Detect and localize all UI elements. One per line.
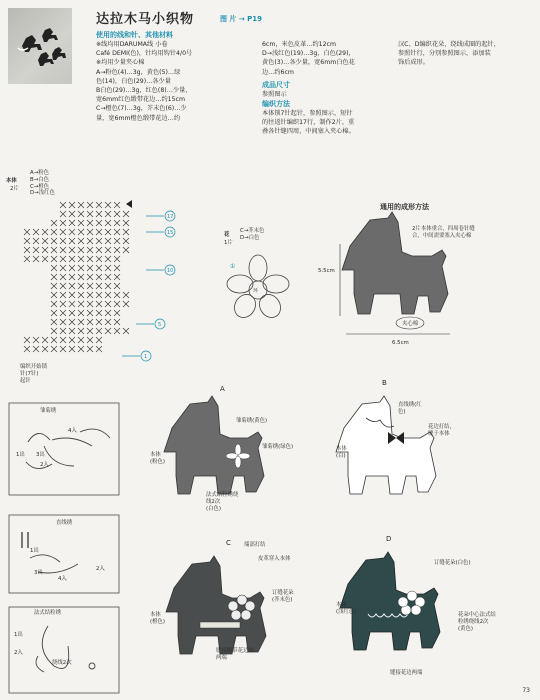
french-knot-stitch-diagram (8, 606, 120, 694)
page-number: 73 (522, 687, 530, 694)
variant-b-note-group: 直线绣(红 色) (398, 402, 422, 415)
flower-diagram (218, 252, 298, 324)
filling-label: 夹心棉 (402, 321, 419, 327)
height-dimension: 5.5cm (318, 268, 335, 274)
width-dimension: 6.5cm (392, 340, 409, 346)
materials-line: 6cm，米色皮革…约12cm (262, 41, 336, 48)
ring-label: 环 (253, 288, 259, 294)
legend-item: B→白色 (30, 176, 49, 183)
materials-line: D→浅红色(19)…3g，白色(29)， (262, 50, 355, 58)
materials-column-3 (398, 40, 500, 68)
variant-c-note-group: 订缝花朵 (芥末色) (272, 590, 294, 603)
body-chart-label: 本体 (6, 178, 17, 184)
stitch-mark: 2入 (40, 462, 49, 468)
variant-d-note: 订缝花朵(白色) (434, 560, 471, 566)
variant-c-body-label: 本体 (橙色) (150, 612, 165, 625)
page-title: 达拉木马小织物 (96, 12, 195, 27)
variant-a-letter: A (220, 385, 225, 393)
materials-column-2 (262, 40, 355, 137)
materials-line: C→橙色(7)…3g，芥末色(6)…少 (96, 105, 187, 113)
variant-d-note: 缝接花边两端 (390, 670, 423, 676)
horse-silhouette-icon (164, 396, 264, 494)
materials-line: 边…约6cm (262, 68, 294, 76)
method-line: 本体锁7针起针，参照图示，短针 (262, 110, 353, 118)
materials-line: 汉C、D编织花朵，绕线成圈的起针， (398, 41, 500, 48)
variant-d-letter: D (386, 535, 392, 543)
variant-d-body-label: 本体 (浅红色) (336, 602, 357, 615)
variant-b-body-label: 本体 (白) (336, 446, 347, 459)
flower-label: 花 (224, 232, 230, 238)
materials-line: ※均用少量夹心棉 (96, 59, 145, 67)
materials-line: 饰后成形。 (398, 59, 429, 67)
stitch-mark: 绕线2次 (52, 660, 72, 666)
body-color-legend (30, 170, 55, 197)
materials-line: A→粉色(4)…3g，黄色(5)…绿 (96, 68, 181, 76)
legend-item: D→浅红色 (30, 190, 55, 197)
stitch-grid (24, 202, 129, 352)
start-arrow-icon (126, 200, 132, 208)
product-photo (8, 8, 72, 84)
stitch-mark: 1出 (30, 548, 39, 554)
variant-c-note: 皮革穿入本体 (258, 556, 291, 562)
materials-line: 色(14)，白色(29)…各少量 (96, 77, 171, 85)
variant-b-letter: B (382, 379, 387, 387)
materials-line: 参照针行，分别参照图示，添加装 (398, 50, 491, 58)
stitch-mark: 3出 (34, 570, 43, 576)
method-line: 叠各针缝四周，中间塞入夹心棉。 (262, 128, 355, 136)
stitch-mark: 2入 (14, 650, 23, 656)
lazy-daisy-title: 雏菊绣 (40, 408, 57, 414)
size-heading: 成品尺寸 (262, 80, 290, 89)
method-heading: 编织方法 (262, 100, 290, 109)
horse-photo-figures (8, 8, 72, 84)
row-number: 1 (144, 354, 148, 360)
row-number: 15 (167, 230, 174, 236)
variant-a-body-label: 本体 (粉色) (150, 452, 165, 465)
chart-start-note: 编织开始锁 针(7针) 起针 (20, 364, 47, 384)
legend-item: C→橙色 (30, 183, 50, 190)
stitch-mark: 4入 (68, 428, 77, 434)
materials-line: B白色(29)…3g，红色(8)…少量， (96, 87, 192, 95)
french-knot-title: 法式结粒绣 (34, 610, 61, 616)
variant-c-letter: C (226, 539, 231, 547)
materials-line: 宽6mm红色缎带花边…约15cm (96, 96, 185, 104)
materials-line: Café DEMI(色)，针均用钩针4/0号 (96, 50, 193, 58)
shaping-note: 2片本体重合，四周卷针缝 合，中间需要塞入夹心棉 (412, 226, 475, 239)
flower-legend: C→芥末色 D→白色 (240, 228, 265, 241)
variant-c-note-group-2: 缝接缎带花边的 两端 (216, 648, 254, 661)
stitch-mark: 2入 (96, 566, 105, 572)
legend-item: A→粉色 (30, 170, 49, 176)
shaping-heading: 通用的成形方法 (380, 203, 429, 211)
materials-line: 量，宽6mm橙色缎带花边…约 (96, 114, 181, 122)
lazy-daisy-stitch-diagram (8, 402, 120, 496)
materials-line: ※线均用DARUMA线 小卷 (96, 41, 168, 48)
variant-d-note-group: 花朵中心法式结 粒绣绕线2次 (黄色) (458, 612, 496, 632)
variant-a-note: 雏菊绣(绿色) (262, 444, 294, 450)
method-line: 的往返针编织17行，制作2片，重 (262, 119, 355, 127)
crochet-chart (18, 196, 198, 366)
picture-reference: 图 片 → P19 (220, 15, 263, 23)
materials-line: 黄色(3)…各少量，宽6mm白色花 (262, 59, 355, 67)
materials-heading: 使用的线和针、其他材料 (96, 31, 173, 39)
stitch-mark: 3出 (36, 452, 45, 458)
flower-count: 1片 (224, 240, 233, 246)
variant-a-notes: 雏菊绣(黄色) (236, 418, 268, 424)
straight-stitch-title: 直线绣 (56, 520, 73, 526)
row-number: 10 (167, 268, 174, 274)
size-text: 参照图示 (262, 90, 287, 98)
body-chart-count: 2片 (10, 186, 19, 192)
variant-c-note: 端部打结 (244, 542, 266, 548)
stitch-mark: 1出 (16, 452, 25, 458)
stitch-mark: 4入 (58, 576, 67, 582)
row-number: 17 (167, 214, 174, 220)
round-mark: ① (230, 263, 236, 270)
variant-a-note-group: 法式结粒绣绕 线2次 (白色) (206, 492, 239, 512)
variant-b-note-group-2: 花边打结， 缝于本体 (428, 424, 455, 437)
materials-section (96, 30, 192, 123)
row-number: 5 (158, 322, 162, 328)
stitch-mark: 1出 (14, 632, 23, 638)
ribbon-trim (200, 622, 240, 628)
